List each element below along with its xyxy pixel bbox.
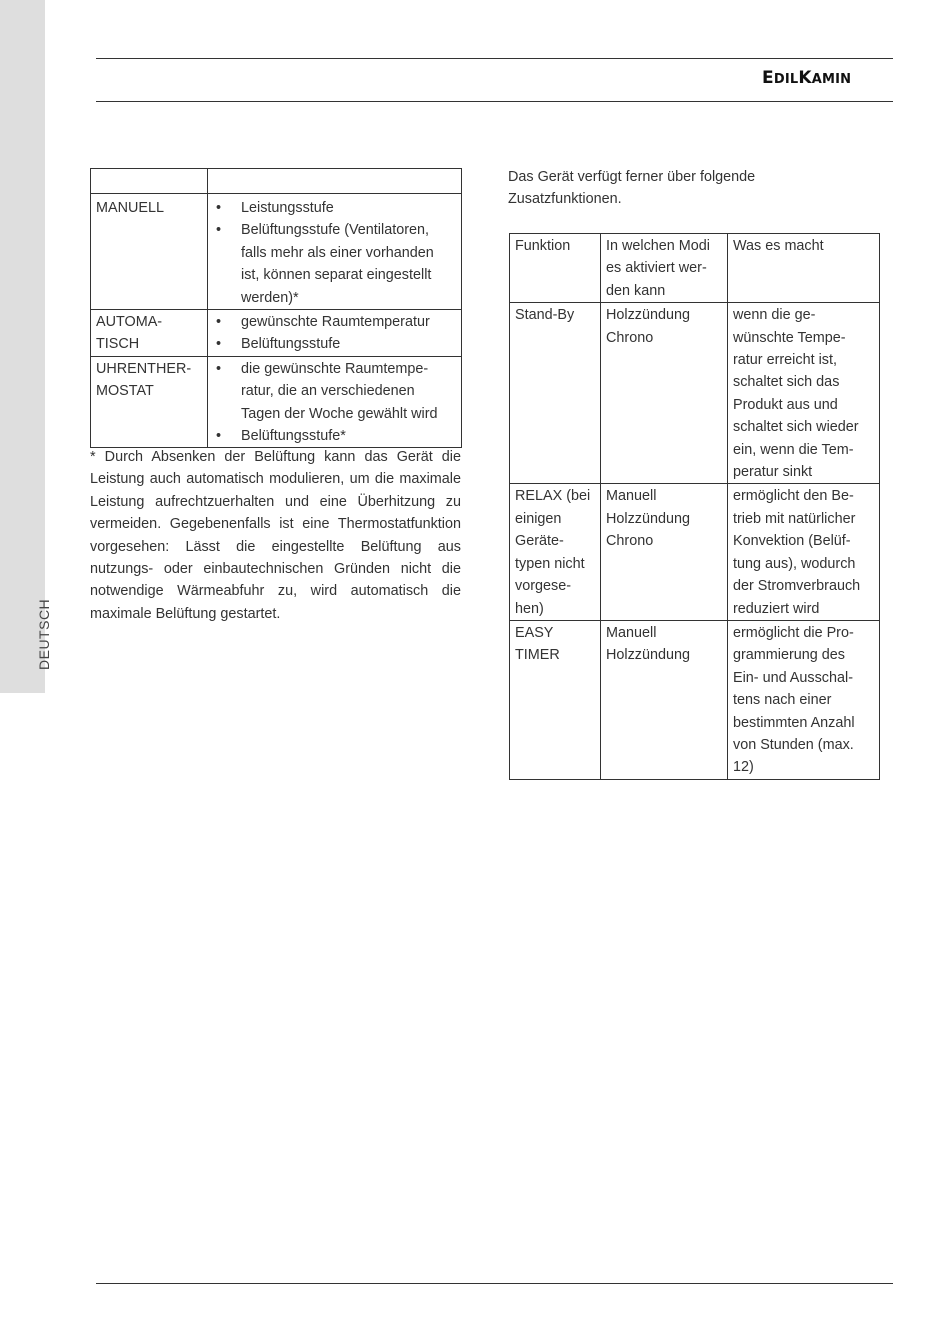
column-header-description: Was es macht (728, 234, 880, 303)
mode-settings-cell (208, 194, 462, 310)
additional-functions-table (509, 233, 880, 780)
table-row (91, 194, 462, 310)
column-header-modes: In welchen Modi es aktiviert wer-den kann (601, 234, 728, 303)
function-cell: EASY TIMER (510, 620, 601, 779)
modes-cell: Manuell Holzzündung Chrono (601, 484, 728, 620)
mode-settings-cell (208, 356, 462, 448)
header-top-rule (96, 58, 893, 59)
description-cell: ermöglicht die Pro-grammierung des Ein- und Ausschal-tens nach einer bestimmten Anzahl von Stunden (max. 12) (728, 620, 880, 779)
column-header-function: Funktion (510, 234, 601, 303)
table-row (510, 484, 880, 620)
table-header-row (91, 169, 462, 194)
operating-modes-table (90, 168, 462, 448)
table-row (510, 620, 880, 779)
list-item: • gewünschte Raumtemperatur (213, 311, 456, 333)
header-bottom-rule (96, 101, 893, 102)
footnote-text: * Durch Absenken der Belüftung kann das Gerät die Leistung auch automatisch modulieren, um die maximale Leistung aufrechtzuerhalten und eine Überhitzung zu vermeiden. Gegebenenfalls ist eine Thermostatfunktion vorgesehen: Lässt die eingestellte Belüftung aus nutzungs- oder einbautechnischen Gründen nicht die notwendige Wärmeabfuhr zu, wird automatisch die maximale Belüftung gestartet. (90, 449, 461, 622)
list-item: • Leistungsstufe (213, 197, 456, 219)
language-side-tab (0, 0, 45, 693)
function-cell: Stand-By (510, 303, 601, 484)
list-item: • Belüftungsstufe* (213, 425, 456, 447)
list-item: • Belüftungsstufe (213, 333, 456, 355)
list-item: • Belüftungsstufe (Ventilatoren, falls mehr als einer vorhanden ist, können separat eingestellt werden)* (213, 219, 456, 309)
mode-cell: AUTOMA- TISCH (91, 310, 208, 357)
table-header-row (510, 234, 880, 303)
function-cell: RELAX (bei einigen Geräte-typen nicht vorgese-hen) (510, 484, 601, 620)
mode-settings-cell (208, 310, 462, 357)
list-item: • die gewünschte Raumtempe-ratur, die an verschiedenen Tagen der Woche gewählt wird (213, 358, 456, 425)
mode-cell: UHRENTHER- MOSTAT (91, 356, 208, 448)
table-row (91, 356, 462, 448)
modes-cell: Manuell Holzzündung (601, 620, 728, 779)
brand-logo: EDILKAMIN (762, 68, 852, 88)
description-cell: ermöglicht den Be-trieb mit natürlicher Konvektion (Belüf-tung aus), wodurch der Stromverbrauch reduziert wird (728, 484, 880, 620)
table-row (91, 310, 462, 357)
table-header-cell (91, 169, 208, 194)
table-header-cell (208, 169, 462, 194)
footer-rule (96, 1283, 893, 1284)
mode-cell: MANUELL (91, 194, 208, 310)
modes-cell: Holzzündung Chrono (601, 303, 728, 484)
description-cell: wenn die ge-wünschte Tempe-ratur erreicht ist, schaltet sich das Produkt aus und schaltet sich wieder ein, wenn die Tem-peratur sinkt (728, 303, 880, 484)
intro-text: Das Gerät verfügt ferner über folgende Zusatzfunktionen. (508, 169, 756, 208)
language-label: DEUTSCH (36, 598, 52, 670)
table-row (510, 303, 880, 484)
